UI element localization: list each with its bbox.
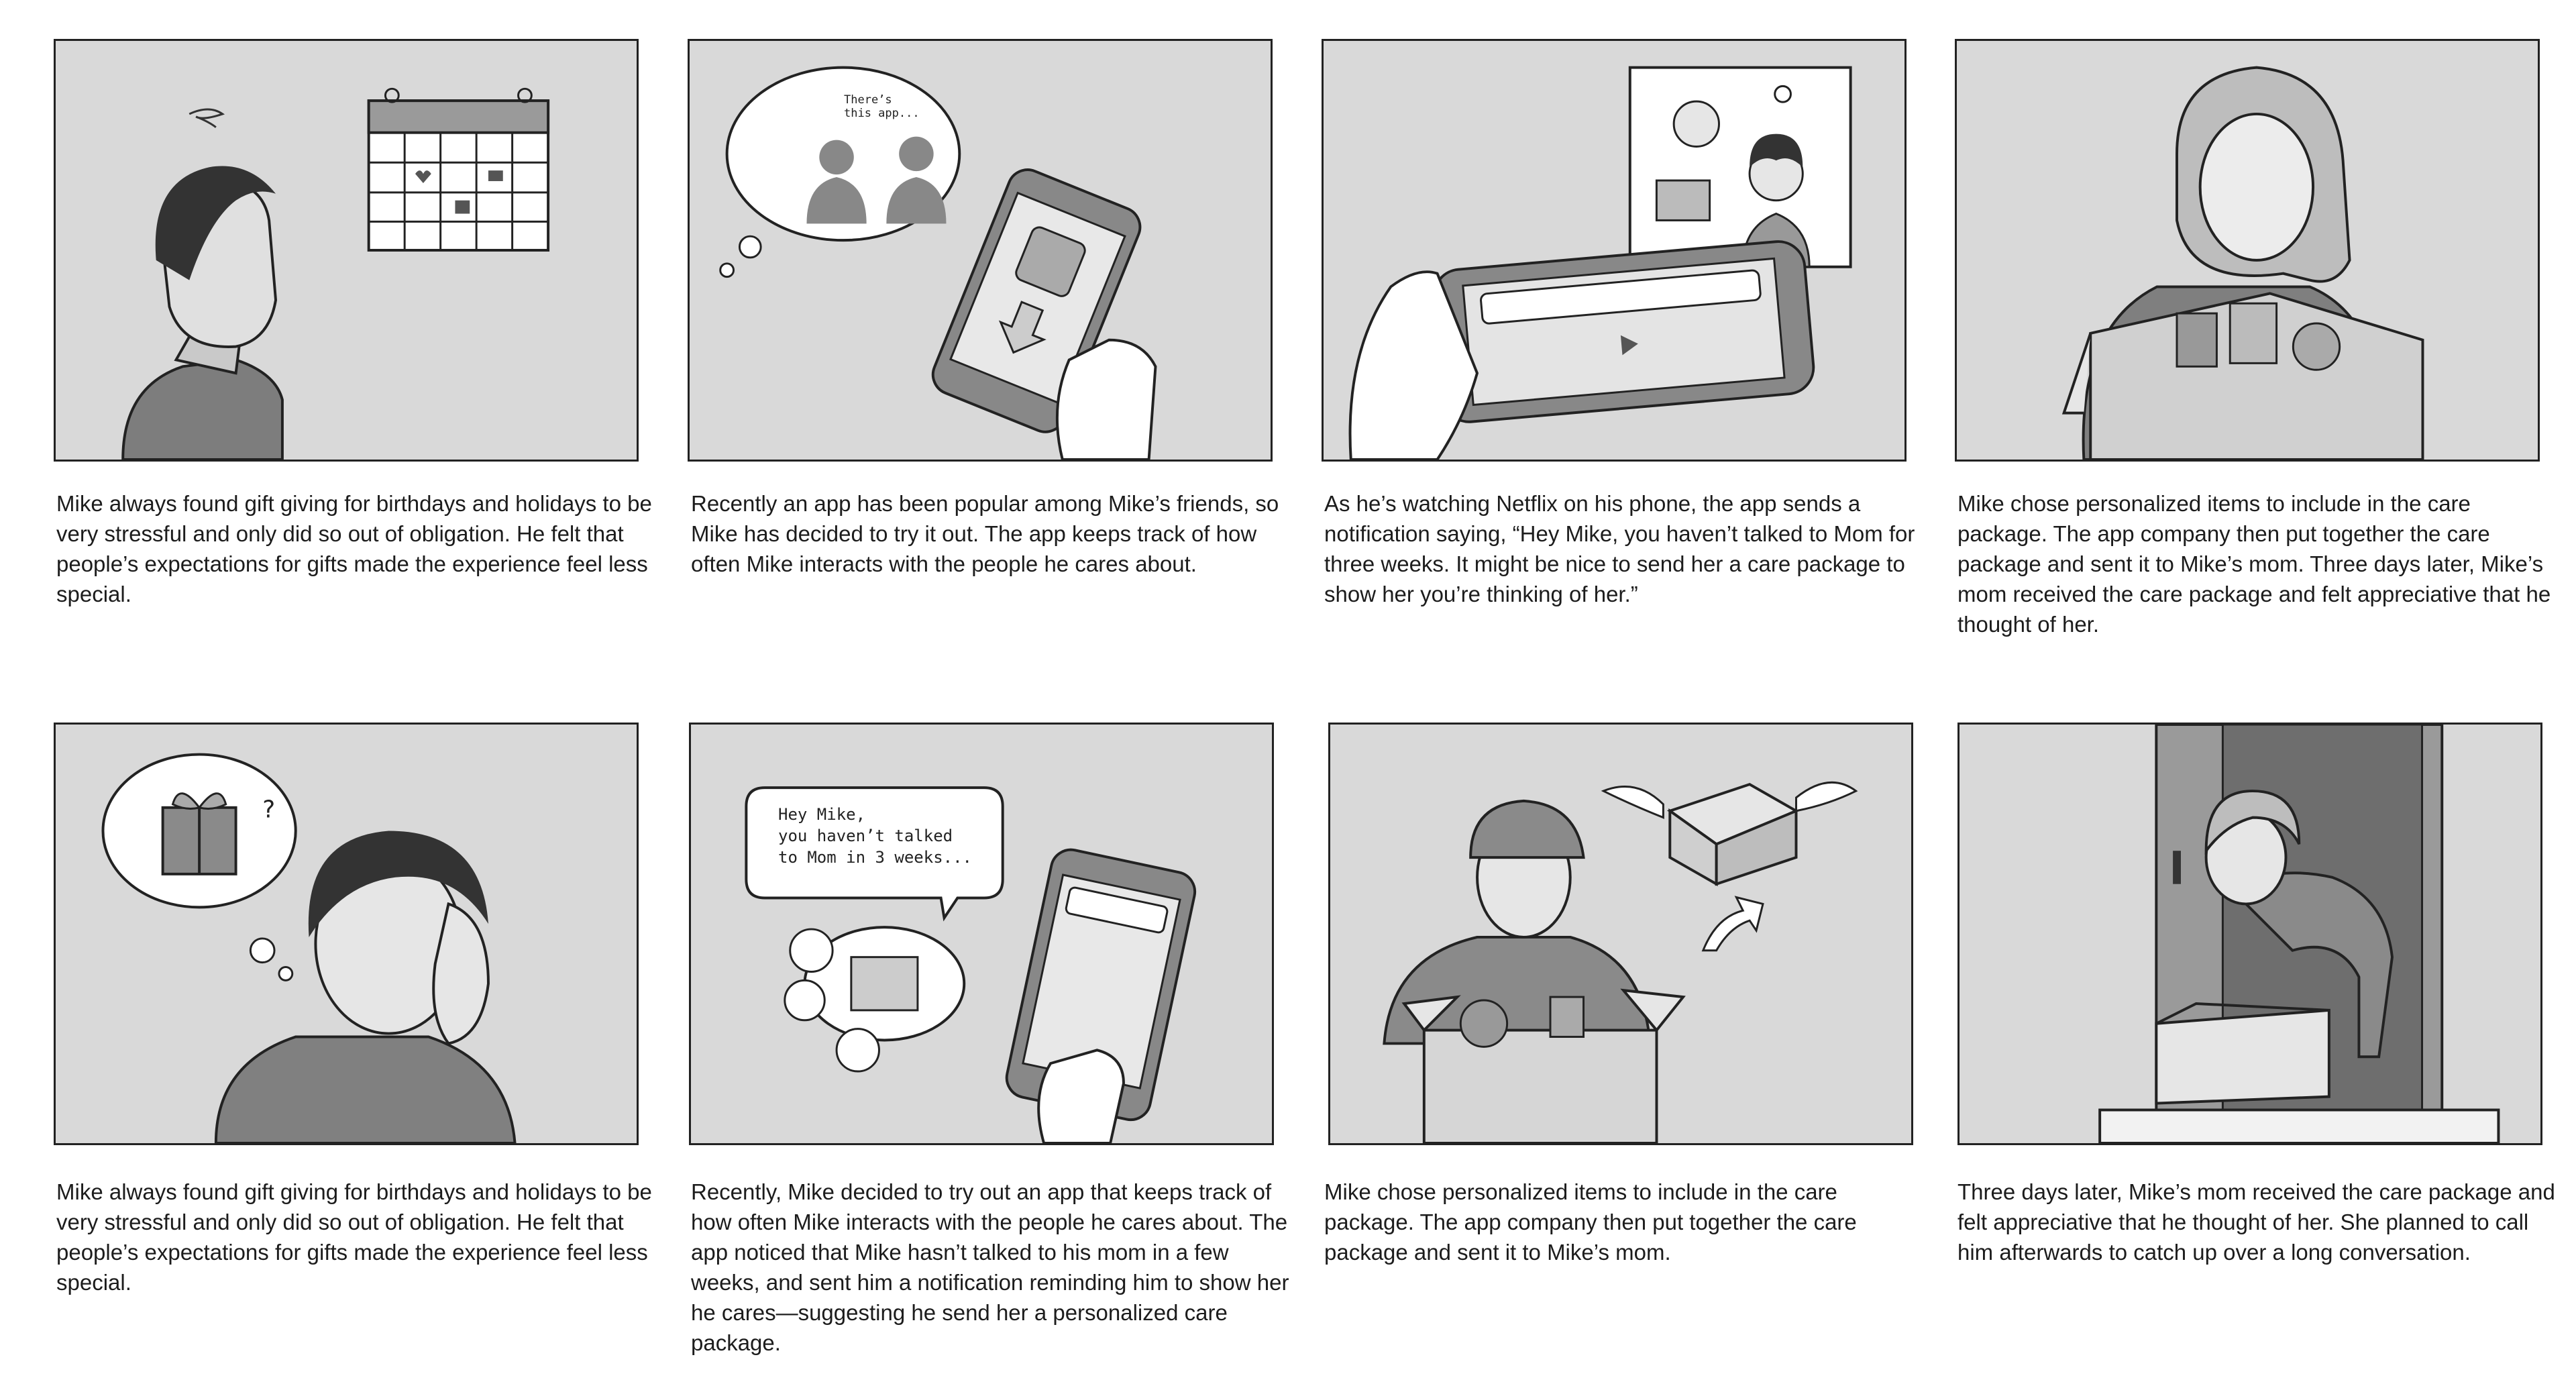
panel-5-illustration — [54, 723, 639, 1145]
panel-7-caption: Mike chose personalized items to include in the care package. The app company then put together the care package and sent it to Mike’s mom. — [1324, 1179, 1857, 1265]
panel-1-illustration — [54, 39, 639, 462]
panel-6-illustration — [689, 723, 1274, 1145]
panel-5-caption: Mike always found gift giving for birthdays and holidays to be very stressful and only did so out of obligation. He felt that people’s expectations for gifts made the experience feel less special. — [56, 1179, 652, 1295]
panel-3-caption: As he’s watching Netflix on his phone, the app sends a notification saying, “Hey Mike, you haven’t talked to Mom for three weeks. It might be nice to send her a care package to show her you’re thinking of her.” — [1324, 491, 1915, 606]
watching-netflix-notification-drawing — [1324, 41, 1904, 460]
panel-2-caption: Recently an app has been popular among Mike’s friends, so Mike has decided to try it out. The app keeps track of how often Mike interacts with the people he cares about. — [691, 491, 1279, 576]
thought-bubble-text: There’s this app... — [844, 93, 920, 120]
app-notification-suggestion-drawing — [691, 725, 1272, 1143]
panel-8-illustration — [1957, 723, 2542, 1145]
panel-1-caption: Mike always found gift giving for birthdays and holidays to be very stressful and only did so out of obligation. He felt that people’s expectations for gifts made the experience feel less special. — [56, 491, 652, 606]
worker-packing-box-drawing — [1330, 725, 1911, 1143]
panel-2-illustration — [688, 39, 1273, 462]
panel-3-illustration — [1322, 39, 1907, 462]
panel-8-caption: Three days later, Mike’s mom received the care package and felt appreciative that he thought of her. She planned to call him afterwards to catch up over a long conversation. — [1957, 1179, 2555, 1265]
panel-6-caption: Recently, Mike decided to try out an app that keeps track of how often Mike interacts with the people he cares about. The app noticed that Mike hasn’t talked to his mom in a few weeks, and sent him a notification reminding him to show her he cares—suggesting he send her a personalized care package. — [691, 1179, 1289, 1355]
panel-7-illustration — [1328, 723, 1913, 1145]
notification-bubble-text: Hey Mike, you haven’t talked to Mom in 3 weeks... — [778, 805, 972, 867]
stressed-man-calendar-drawing — [56, 41, 637, 460]
mom-receives-package-drawing — [1957, 41, 2538, 460]
friends-recommend-app-drawing — [690, 41, 1271, 460]
panel-4-illustration — [1955, 39, 2540, 462]
svg-text:?: ? — [262, 796, 276, 824]
mom-picks-up-package-drawing — [1960, 725, 2540, 1143]
man-thinking-about-gift-drawing — [56, 725, 637, 1143]
panel-4-caption: Mike chose personalized items to include in the care package. The app company then put together the care package and sent it to Mike’s mom. Three days later, Mike’s mom received the care package and felt appreciative that he thought of her. — [1957, 491, 2551, 637]
